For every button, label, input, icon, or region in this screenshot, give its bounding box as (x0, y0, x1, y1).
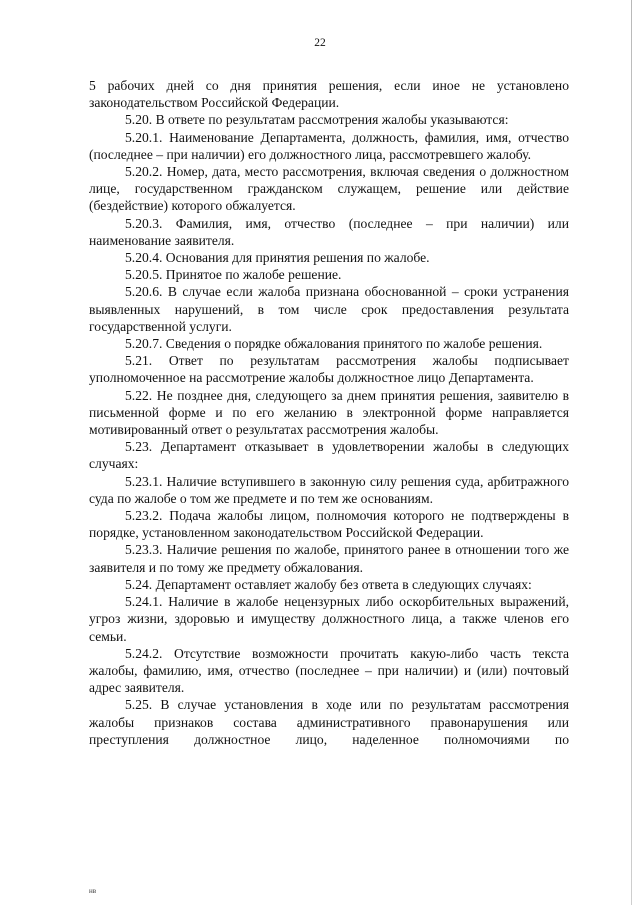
document-body (89, 77, 569, 748)
paragraph-5-25: 5.25. В случае установления в ходе или по результатам рассмотрения жалобы признаков состава административного правонарушения или преступления должностное лицо, наделенное полномочиями по (89, 697, 569, 747)
paragraph-5-20: 5.20. В ответе по результатам рассмотрения жалобы указываются: (125, 112, 509, 128)
paragraph-5-24-2: 5.24.2. Отсутствие возможности прочитать какую-либо часть текста жалобы, фамилию, имя, отчество (последнее – при наличии) и (или) почтовый адрес заявителя. (89, 645, 569, 696)
paragraph-5-24-1: 5.24.1. Наличие в жалобе нецензурных либо оскорбительных выражений, угроз жизни, здоровью и имуществу должностного лица, а также членов его семьи. (89, 594, 569, 644)
paragraph-5-20-5: 5.20.5. Принятое по жалобе решение. (125, 267, 342, 283)
scan-edge-line (631, 0, 632, 905)
paragraph-5-20-2: 5.20.2. Номер, дата, место рассмотрения, включая сведения о должностном лице, государственном гражданском служащем, решение или действие (бездействие) которого обжалуется. (89, 164, 569, 214)
paragraph-5-20-1: 5.20.1. Наименование Департамента, должность, фамилия, имя, отчество (последнее – при наличии) его должностного лица, рассмотревшего жалобу. (89, 129, 569, 162)
paragraph-5-23: 5.23. Департамент отказывает в удовлетворении жалобы в следующих случаях: (89, 439, 569, 472)
paragraph-5-20-3: 5.20.3. Фамилия, имя, отчество (последнее – при наличии) или наименование заявителя. (89, 215, 569, 248)
paragraph-continuation: 5 рабочих дней со дня принятия решения, если иное не установлено законодательством Российской Федерации. (89, 78, 569, 111)
paragraph-5-20-7: 5.20.7. Сведения о порядке обжалования принятого по жалобе решения. (125, 336, 543, 352)
paragraph-5-21: 5.21. Ответ по результатам рассмотрения жалобы подписывает уполномоченное на рассмотрение жалобы должностное лицо Департамента. (89, 353, 569, 386)
paragraph-5-20-4: 5.20.4. Основания для принятия решения по жалобе. (125, 250, 430, 266)
paragraph-5-23-2: 5.23.2. Подача жалобы лицом, полномочия которого не подтверждены в порядке, установленном законодательством Российской Федерации. (89, 508, 569, 541)
paragraph-5-23-1: 5.23.1. Наличие вступившего в законную силу решения суда, арбитражного суда по жалобе о том же предмете и по тем же основаниям. (89, 473, 569, 506)
paragraph-5-22: 5.22. Не позднее дня, следующего за днем принятия решения, заявителю в письменной форме и по его желанию в электронной форме направляется мотивированный ответ о результатах рассмотрения жалобы. (89, 387, 569, 438)
footer-initials: нв (89, 887, 97, 895)
paragraph-5-23-3: 5.23.3. Наличие решения по жалобе, принятого ранее в отношении того же заявителя и по тому же предмету обжалования. (89, 542, 569, 575)
page-number: 22 (314, 37, 326, 49)
paragraph-5-20-6: 5.20.6. В случае если жалоба признана обоснованной – сроки устранения выявленных нарушений, в том числе срок предоставления результата государственной услуги. (89, 284, 569, 334)
paragraph-5-24: 5.24. Департамент оставляет жалобу без ответа в следующих случаях: (125, 576, 532, 592)
